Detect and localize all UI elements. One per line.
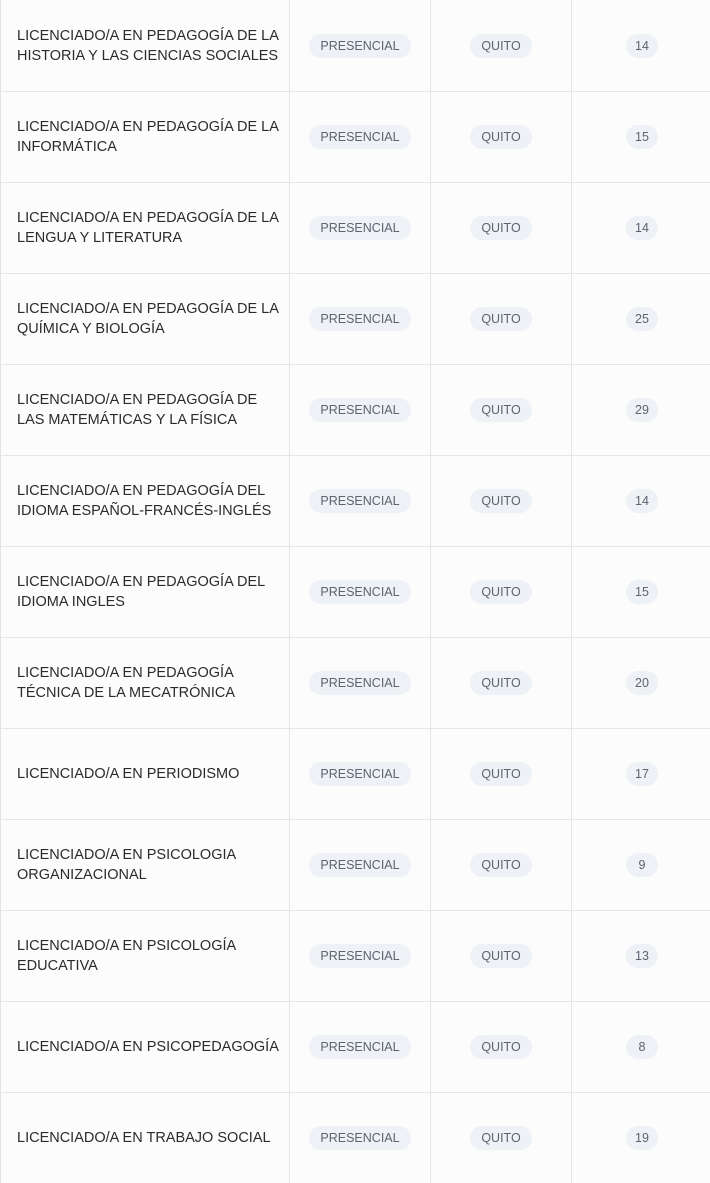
table-row [1,728,710,819]
modality-cell [290,1002,431,1092]
modality-badge: PRESENCIAL [309,398,410,422]
career-name: LICENCIADO/A EN PEDAGOGÍA DEL IDIOMA INGLES [17,574,265,610]
count-badge: 15 [626,580,658,604]
modality-badge: PRESENCIAL [309,762,410,786]
city-badge: QUITO [470,34,531,58]
modality-badge: PRESENCIAL [309,125,410,149]
modality-badge: PRESENCIAL [309,307,410,331]
career-cell [1,456,290,546]
career-cell [1,1093,290,1183]
career-name: LICENCIADO/A EN PEDAGOGÍA DEL IDIOMA ESPAÑOL-FRANCÉS-INGLÉS [17,483,272,519]
career-name: LICENCIADO/A EN PEDAGOGÍA DE LA INFORMÁTICA [17,119,279,155]
count-cell [572,274,710,364]
career-name: LICENCIADO/A EN PEDAGOGÍA TÉCNICA DE LA MECATRÓNICA [17,665,236,701]
table-row [1,1092,710,1183]
career-cell [1,183,290,273]
city-badge: QUITO [470,853,531,877]
table-row [1,819,710,910]
count-badge: 20 [626,671,658,695]
count-badge: 17 [626,762,658,786]
city-cell [431,365,572,455]
career-cell [1,638,290,728]
city-cell [431,456,572,546]
modality-cell [290,365,431,455]
modality-badge: PRESENCIAL [309,1035,410,1059]
modality-badge: PRESENCIAL [309,489,410,513]
count-cell [572,92,710,182]
career-cell [1,820,290,910]
modality-badge: PRESENCIAL [309,580,410,604]
table-row [1,637,710,728]
city-badge: QUITO [470,1035,531,1059]
modality-badge: PRESENCIAL [309,671,410,695]
count-cell [572,547,710,637]
city-badge: QUITO [470,762,531,786]
table-row [1,182,710,273]
career-cell [1,911,290,1001]
city-cell [431,638,572,728]
modality-cell [290,456,431,546]
count-cell [572,820,710,910]
count-cell [572,638,710,728]
count-badge: 9 [626,853,658,877]
count-badge: 13 [626,944,658,968]
table-row [1,455,710,546]
table-row [1,1001,710,1092]
modality-badge: PRESENCIAL [309,216,410,240]
count-cell [572,456,710,546]
count-badge: 15 [626,125,658,149]
career-name: LICENCIADO/A EN PSICOLOGIA ORGANIZACIONAL [17,847,236,883]
modality-cell [290,820,431,910]
city-cell [431,911,572,1001]
modality-cell [290,911,431,1001]
count-badge: 14 [626,216,658,240]
table-row [1,364,710,455]
city-badge: QUITO [470,398,531,422]
city-cell [431,820,572,910]
city-badge: QUITO [470,944,531,968]
career-cell [1,1002,290,1092]
career-cell [1,92,290,182]
city-badge: QUITO [470,307,531,331]
modality-badge: PRESENCIAL [309,34,410,58]
city-badge: QUITO [470,671,531,695]
modality-badge: PRESENCIAL [309,944,410,968]
count-cell [572,365,710,455]
career-cell [1,274,290,364]
career-cell [1,365,290,455]
count-cell [572,729,710,819]
count-badge: 25 [626,307,658,331]
career-cell [1,547,290,637]
count-badge: 14 [626,34,658,58]
modality-cell [290,729,431,819]
city-badge: QUITO [470,580,531,604]
career-cell [1,0,290,91]
city-cell [431,547,572,637]
city-cell [431,183,572,273]
career-name: LICENCIADO/A EN PSICOPEDAGOGÍA [17,1039,279,1055]
career-name: LICENCIADO/A EN PSICOLOGÍA EDUCATIVA [17,938,236,974]
modality-cell [290,638,431,728]
count-cell [572,1002,710,1092]
table-row [1,91,710,182]
career-name: LICENCIADO/A EN PEDAGOGÍA DE LAS MATEMÁTICAS Y LA FÍSICA [17,392,258,428]
modality-cell [290,183,431,273]
career-name: LICENCIADO/A EN TRABAJO SOCIAL [17,1130,271,1146]
city-cell [431,274,572,364]
modality-cell [290,92,431,182]
modality-cell [290,547,431,637]
city-badge: QUITO [470,1126,531,1150]
modality-badge: PRESENCIAL [309,1126,410,1150]
count-badge: 8 [626,1035,658,1059]
count-cell [572,1093,710,1183]
modality-badge: PRESENCIAL [309,853,410,877]
table-row [1,910,710,1001]
city-badge: QUITO [470,125,531,149]
city-cell [431,729,572,819]
modality-cell [290,274,431,364]
count-badge: 14 [626,489,658,513]
table-row [1,273,710,364]
city-cell [431,1093,572,1183]
table-row [1,0,710,91]
table-row [1,546,710,637]
count-cell [572,183,710,273]
city-cell [431,1002,572,1092]
city-cell [431,0,572,91]
count-badge: 29 [626,398,658,422]
career-name: LICENCIADO/A EN PERIODISMO [17,766,240,782]
count-cell [572,0,710,91]
career-name: LICENCIADO/A EN PEDAGOGÍA DE LA QUÍMICA Y BIOLOGÍA [17,301,279,337]
count-badge: 19 [626,1126,658,1150]
count-cell [572,911,710,1001]
career-name: LICENCIADO/A EN PEDAGOGÍA DE LA HISTORIA Y LAS CIENCIAS SOCIALES [17,27,279,64]
modality-cell [290,0,431,91]
career-name: LICENCIADO/A EN PEDAGOGÍA DE LA LENGUA Y LITERATURA [17,210,279,246]
city-cell [431,92,572,182]
city-badge: QUITO [470,216,531,240]
city-badge: QUITO [470,489,531,513]
modality-cell [290,1093,431,1183]
career-cell [1,729,290,819]
